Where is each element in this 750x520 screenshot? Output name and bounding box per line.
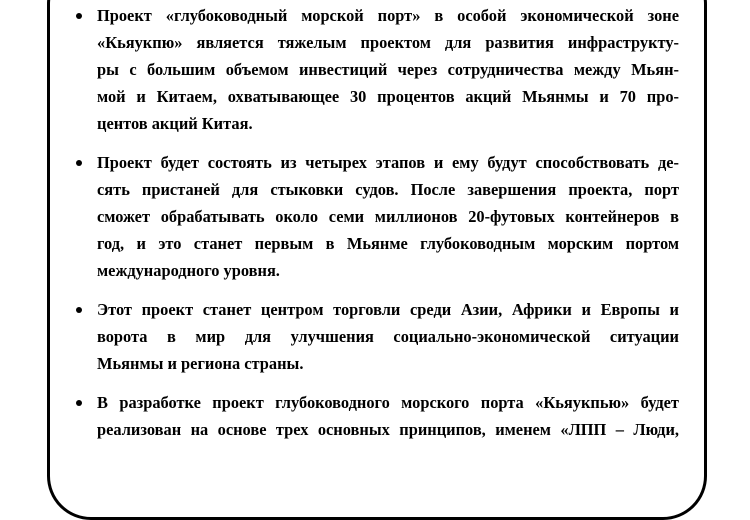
text-line: Проект «глубоководный морской порт» в особой экономической зоне: [97, 6, 679, 25]
text-line: мой и Китаем, охватывающее 30 процентов акций Мьянмы и 70 про-: [97, 87, 679, 106]
text-line: центов акций Китая.: [97, 114, 253, 133]
bullet-item-project-stages: [73, 149, 679, 284]
text-line: Этот проект станет центром торговли среди Азии, Африки и Европы и: [97, 300, 679, 319]
bullet-item-project-overview: [73, 2, 679, 137]
bullet-item-trade-center: [73, 296, 679, 377]
text-line: международного уровня.: [97, 261, 280, 280]
text-line: сможет обрабатывать около семи миллионов 20-футовых контейнеров в: [97, 207, 679, 226]
text-line: ры с большим объемом инвестиций через сотрудничества между Мьян-: [97, 60, 679, 79]
text-line: Мьянмы и региона страны.: [97, 354, 304, 373]
text-line: сять пристаней для стыковки судов. После завершения проекта, порт: [97, 180, 679, 199]
text-line: Проект будет состоять из четырех этапов и ему будут способствовать де-: [97, 153, 679, 172]
bullet-list: [73, 2, 679, 443]
bullet-dot-icon: [76, 307, 82, 313]
text-line: реализован на основе трех основных принципов, именем «ЛПП – Люди,: [97, 420, 679, 439]
bullet-item-principles: [73, 389, 679, 443]
text-line: ворота в мир для улучшения социально-экономической ситуации: [97, 327, 679, 346]
bullet-dot-icon: [76, 400, 82, 406]
bullet-dot-icon: [76, 160, 82, 166]
text-line: В разработке проект глубоководного морского порта «Кьяукпью» будет: [97, 393, 679, 412]
bullet-dot-icon: [76, 13, 82, 19]
text-line: год, и это станет первым в Мьянме глубоководным морским портом: [97, 234, 679, 253]
text-line: «Кьяукпю» является тяжелым проектом для развития инфраструкту-: [97, 33, 679, 52]
document-body: [73, 2, 679, 455]
